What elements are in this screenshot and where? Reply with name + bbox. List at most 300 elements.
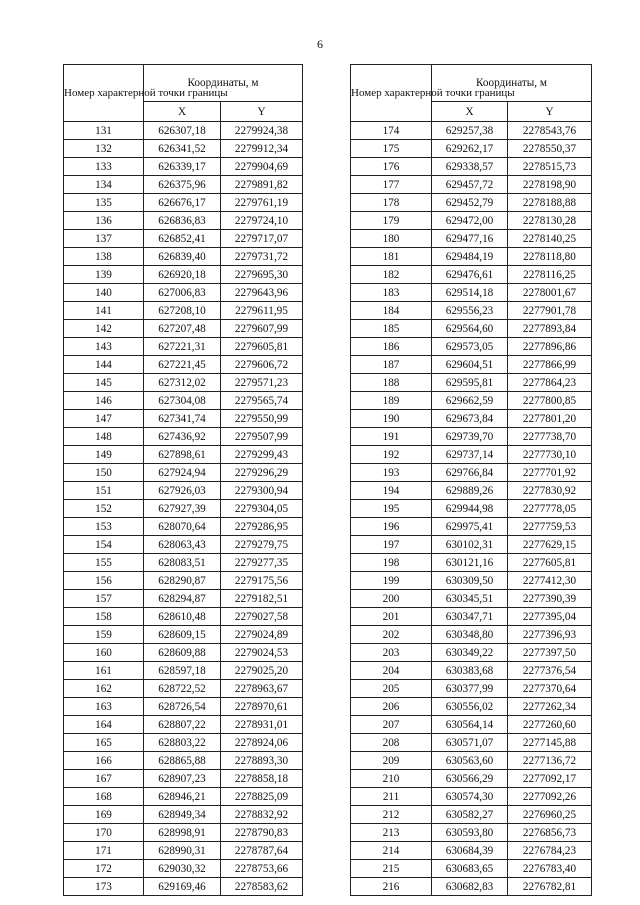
x-coordinate-cell: 628722,52	[144, 680, 221, 698]
x-coordinate-cell: 629452,79	[432, 194, 508, 212]
point-number-cell: 146	[64, 392, 144, 410]
point-number-cell: 132	[64, 140, 144, 158]
y-coordinate-cell: 2278790,83	[221, 824, 303, 842]
point-number-cell: 193	[351, 464, 432, 482]
y-coordinate-cell: 2279299,43	[221, 446, 303, 464]
x-coordinate-cell: 629262,17	[432, 140, 508, 158]
point-number-cell: 171	[64, 842, 144, 860]
point-number-cell: 165	[64, 734, 144, 752]
x-coordinate-cell: 629257,38	[432, 122, 508, 140]
point-number-cell: 156	[64, 572, 144, 590]
table-row	[351, 212, 592, 230]
table-row	[64, 572, 303, 590]
y-coordinate-cell: 2277092,26	[508, 788, 592, 806]
table-row	[64, 716, 303, 734]
y-coordinate-cell: 2279605,81	[221, 338, 303, 356]
table-row	[351, 194, 592, 212]
table-row	[351, 806, 592, 824]
point-number-cell: 207	[351, 716, 432, 734]
point-number-cell: 145	[64, 374, 144, 392]
y-coordinate-cell: 2277901,78	[508, 302, 592, 320]
x-coordinate-cell: 630582,27	[432, 806, 508, 824]
y-coordinate-cell: 2278753,66	[221, 860, 303, 878]
x-coordinate-cell: 629604,51	[432, 356, 508, 374]
table-row	[351, 248, 592, 266]
table-row	[64, 500, 303, 518]
point-number-cell: 173	[64, 878, 144, 896]
table-row	[64, 788, 303, 806]
table-row	[64, 158, 303, 176]
point-number-cell: 158	[64, 608, 144, 626]
table-row	[351, 320, 592, 338]
y-coordinate-cell: 2279891,82	[221, 176, 303, 194]
table-row	[64, 212, 303, 230]
y-coordinate-cell: 2276782,81	[508, 878, 592, 896]
y-coordinate-cell: 2279296,29	[221, 464, 303, 482]
x-coordinate-cell: 627221,45	[144, 356, 221, 374]
table-row	[64, 320, 303, 338]
table-row	[351, 410, 592, 428]
coordinates-table-left	[63, 64, 303, 896]
table-row	[351, 266, 592, 284]
x-coordinate-cell: 630683,65	[432, 860, 508, 878]
point-number-cell: 181	[351, 248, 432, 266]
x-coordinate-cell: 626676,17	[144, 194, 221, 212]
point-number-cell: 186	[351, 338, 432, 356]
x-coordinate-cell: 628083,51	[144, 554, 221, 572]
table-row	[351, 878, 592, 896]
y-coordinate-cell: 2279761,19	[221, 194, 303, 212]
point-number-cell: 141	[64, 302, 144, 320]
x-coordinate-cell: 626852,41	[144, 230, 221, 248]
point-number-cell: 203	[351, 644, 432, 662]
y-coordinate-cell: 2277370,64	[508, 680, 592, 698]
table-row	[64, 644, 303, 662]
x-coordinate-cell: 627926,03	[144, 482, 221, 500]
table-row	[64, 842, 303, 860]
y-coordinate-cell: 2278515,73	[508, 158, 592, 176]
point-number-cell: 144	[64, 356, 144, 374]
table-row	[64, 374, 303, 392]
table-row	[64, 518, 303, 536]
point-number-cell: 201	[351, 608, 432, 626]
table-row	[351, 500, 592, 518]
table-row	[351, 284, 592, 302]
x-coordinate-cell: 626839,40	[144, 248, 221, 266]
table-row	[64, 428, 303, 446]
x-coordinate-cell: 627006,83	[144, 284, 221, 302]
point-number-cell: 177	[351, 176, 432, 194]
table-row	[64, 356, 303, 374]
point-number-cell: 202	[351, 626, 432, 644]
y-coordinate-cell: 2279279,75	[221, 536, 303, 554]
point-number-cell: 167	[64, 770, 144, 788]
x-coordinate-cell: 629169,46	[144, 878, 221, 896]
point-number-cell: 143	[64, 338, 144, 356]
x-coordinate-cell: 630682,83	[432, 878, 508, 896]
table-row	[351, 140, 592, 158]
point-number-cell: 131	[64, 122, 144, 140]
x-coordinate-cell: 626339,17	[144, 158, 221, 176]
point-number-cell: 151	[64, 482, 144, 500]
point-number-cell: 134	[64, 176, 144, 194]
point-number-cell: 209	[351, 752, 432, 770]
y-coordinate-cell: 2278931,01	[221, 716, 303, 734]
y-coordinate-cell: 2279304,05	[221, 500, 303, 518]
point-number-cell: 166	[64, 752, 144, 770]
point-number-cell: 150	[64, 464, 144, 482]
table-row	[351, 464, 592, 482]
x-coordinate-cell: 630383,68	[432, 662, 508, 680]
table-row	[64, 194, 303, 212]
point-number-cell: 155	[64, 554, 144, 572]
point-number-cell: 163	[64, 698, 144, 716]
y-coordinate-cell: 2276784,23	[508, 842, 592, 860]
point-number-cell: 139	[64, 266, 144, 284]
point-number-cell: 192	[351, 446, 432, 464]
x-coordinate-cell: 630377,99	[432, 680, 508, 698]
y-coordinate-cell: 2278198,90	[508, 176, 592, 194]
table-row	[351, 716, 592, 734]
point-number-cell: 164	[64, 716, 144, 734]
y-coordinate-cell: 2276783,40	[508, 860, 592, 878]
point-number-cell: 189	[351, 392, 432, 410]
table-row	[64, 860, 303, 878]
y-coordinate-cell: 2277397,50	[508, 644, 592, 662]
table-row	[64, 392, 303, 410]
x-coordinate-cell: 629457,72	[432, 176, 508, 194]
x-coordinate-cell: 628907,23	[144, 770, 221, 788]
header-x: X	[144, 102, 221, 122]
x-coordinate-cell: 629472,00	[432, 212, 508, 230]
point-number-cell: 157	[64, 590, 144, 608]
x-coordinate-cell: 628070,64	[144, 518, 221, 536]
x-coordinate-cell: 626341,52	[144, 140, 221, 158]
table-row	[64, 878, 303, 896]
table-row	[351, 662, 592, 680]
x-coordinate-cell: 628990,31	[144, 842, 221, 860]
header-point-number: Номер характерной точки границы	[64, 65, 144, 122]
point-number-cell: 194	[351, 482, 432, 500]
table-row	[351, 860, 592, 878]
table-row	[64, 230, 303, 248]
y-coordinate-cell: 2278001,67	[508, 284, 592, 302]
y-coordinate-cell: 2277136,72	[508, 752, 592, 770]
x-coordinate-cell: 629739,70	[432, 428, 508, 446]
table-row	[351, 338, 592, 356]
table-row	[351, 392, 592, 410]
point-number-cell: 197	[351, 536, 432, 554]
x-coordinate-cell: 628290,87	[144, 572, 221, 590]
point-number-cell: 168	[64, 788, 144, 806]
x-coordinate-cell: 628865,88	[144, 752, 221, 770]
x-coordinate-cell: 629975,41	[432, 518, 508, 536]
table-row	[64, 590, 303, 608]
x-coordinate-cell: 628597,18	[144, 662, 221, 680]
point-number-cell: 147	[64, 410, 144, 428]
point-number-cell: 142	[64, 320, 144, 338]
y-coordinate-cell: 2277145,88	[508, 734, 592, 752]
y-coordinate-cell: 2279182,51	[221, 590, 303, 608]
y-coordinate-cell: 2279606,72	[221, 356, 303, 374]
table-row	[351, 842, 592, 860]
x-coordinate-cell: 628294,87	[144, 590, 221, 608]
header-point-number: Номер характерной точки границы	[351, 65, 432, 122]
y-coordinate-cell: 2279024,89	[221, 626, 303, 644]
y-coordinate-cell: 2278893,30	[221, 752, 303, 770]
y-coordinate-cell: 2277412,30	[508, 572, 592, 590]
x-coordinate-cell: 628726,54	[144, 698, 221, 716]
x-coordinate-cell: 628609,88	[144, 644, 221, 662]
table-row	[64, 302, 303, 320]
y-coordinate-cell: 2277395,04	[508, 608, 592, 626]
y-coordinate-cell: 2277629,15	[508, 536, 592, 554]
table-row	[64, 770, 303, 788]
y-coordinate-cell: 2277801,20	[508, 410, 592, 428]
point-number-cell: 138	[64, 248, 144, 266]
x-coordinate-cell: 629477,16	[432, 230, 508, 248]
x-coordinate-cell: 629944,98	[432, 500, 508, 518]
y-coordinate-cell: 2279717,07	[221, 230, 303, 248]
point-number-cell: 172	[64, 860, 144, 878]
point-number-cell: 176	[351, 158, 432, 176]
y-coordinate-cell: 2279507,99	[221, 428, 303, 446]
point-number-cell: 153	[64, 518, 144, 536]
table-row	[351, 176, 592, 194]
point-number-cell: 152	[64, 500, 144, 518]
x-coordinate-cell: 630348,80	[432, 626, 508, 644]
x-coordinate-cell: 627927,39	[144, 500, 221, 518]
y-coordinate-cell: 2278970,61	[221, 698, 303, 716]
x-coordinate-cell: 627341,74	[144, 410, 221, 428]
y-coordinate-cell: 2277396,93	[508, 626, 592, 644]
page-number: 6	[317, 37, 323, 51]
point-number-cell: 188	[351, 374, 432, 392]
table-row	[64, 176, 303, 194]
y-coordinate-cell: 2277864,23	[508, 374, 592, 392]
table-row	[64, 122, 303, 140]
table-row	[351, 302, 592, 320]
table-row	[64, 338, 303, 356]
x-coordinate-cell: 629737,14	[432, 446, 508, 464]
table-body-right	[351, 122, 592, 896]
table-row	[64, 698, 303, 716]
x-coordinate-cell: 627898,61	[144, 446, 221, 464]
table-row	[351, 788, 592, 806]
table-row	[64, 266, 303, 284]
table-row	[64, 410, 303, 428]
y-coordinate-cell: 2278550,37	[508, 140, 592, 158]
table-row	[351, 734, 592, 752]
table-row	[351, 122, 592, 140]
point-number-cell: 180	[351, 230, 432, 248]
y-coordinate-cell: 2278832,92	[221, 806, 303, 824]
y-coordinate-cell: 2277701,92	[508, 464, 592, 482]
point-number-cell: 206	[351, 698, 432, 716]
table-row	[351, 158, 592, 176]
y-coordinate-cell: 2279924,38	[221, 122, 303, 140]
y-coordinate-cell: 2279565,74	[221, 392, 303, 410]
y-coordinate-cell: 2277893,84	[508, 320, 592, 338]
point-number-cell: 175	[351, 140, 432, 158]
point-number-cell: 196	[351, 518, 432, 536]
y-coordinate-cell: 2277260,60	[508, 716, 592, 734]
x-coordinate-cell: 630349,22	[432, 644, 508, 662]
point-number-cell: 191	[351, 428, 432, 446]
x-coordinate-cell: 629338,57	[432, 158, 508, 176]
x-coordinate-cell: 630566,29	[432, 770, 508, 788]
table-row	[64, 608, 303, 626]
table-row	[351, 482, 592, 500]
table-row	[351, 356, 592, 374]
point-number-cell: 213	[351, 824, 432, 842]
x-coordinate-cell: 629662,59	[432, 392, 508, 410]
y-coordinate-cell: 2279607,99	[221, 320, 303, 338]
point-number-cell: 135	[64, 194, 144, 212]
y-coordinate-cell: 2279904,69	[221, 158, 303, 176]
x-coordinate-cell: 630684,39	[432, 842, 508, 860]
y-coordinate-cell: 2278963,67	[221, 680, 303, 698]
table-row	[351, 752, 592, 770]
y-coordinate-cell: 2277390,39	[508, 590, 592, 608]
x-coordinate-cell: 629595,81	[432, 374, 508, 392]
x-coordinate-cell: 626836,83	[144, 212, 221, 230]
x-coordinate-cell: 630593,80	[432, 824, 508, 842]
x-coordinate-cell: 629564,60	[432, 320, 508, 338]
point-number-cell: 174	[351, 122, 432, 140]
y-coordinate-cell: 2279695,30	[221, 266, 303, 284]
table-row	[64, 752, 303, 770]
table-row	[64, 680, 303, 698]
y-coordinate-cell: 2279286,95	[221, 518, 303, 536]
coordinates-table-right	[350, 64, 592, 896]
y-coordinate-cell: 2278858,18	[221, 770, 303, 788]
y-coordinate-cell: 2279731,72	[221, 248, 303, 266]
x-coordinate-cell: 629484,19	[432, 248, 508, 266]
table-row	[64, 536, 303, 554]
point-number-cell: 211	[351, 788, 432, 806]
point-number-cell: 199	[351, 572, 432, 590]
x-coordinate-cell: 627312,02	[144, 374, 221, 392]
point-number-cell: 184	[351, 302, 432, 320]
y-coordinate-cell: 2277866,99	[508, 356, 592, 374]
y-coordinate-cell: 2277605,81	[508, 554, 592, 572]
x-coordinate-cell: 628946,21	[144, 788, 221, 806]
table-row	[64, 482, 303, 500]
y-coordinate-cell: 2279024,53	[221, 644, 303, 662]
x-coordinate-cell: 627436,92	[144, 428, 221, 446]
point-number-cell: 162	[64, 680, 144, 698]
table-row	[351, 536, 592, 554]
y-coordinate-cell: 2279611,95	[221, 302, 303, 320]
table-row	[64, 284, 303, 302]
x-coordinate-cell: 627924,94	[144, 464, 221, 482]
x-coordinate-cell: 629766,84	[432, 464, 508, 482]
x-coordinate-cell: 628803,22	[144, 734, 221, 752]
x-coordinate-cell: 627304,08	[144, 392, 221, 410]
y-coordinate-cell: 2277800,85	[508, 392, 592, 410]
table-row	[351, 626, 592, 644]
y-coordinate-cell: 2277738,70	[508, 428, 592, 446]
y-coordinate-cell: 2278118,80	[508, 248, 592, 266]
point-number-cell: 215	[351, 860, 432, 878]
point-number-cell: 190	[351, 410, 432, 428]
table-row	[351, 554, 592, 572]
table-row	[64, 446, 303, 464]
x-coordinate-cell: 628998,91	[144, 824, 221, 842]
y-coordinate-cell: 2278583,62	[221, 878, 303, 896]
point-number-cell: 140	[64, 284, 144, 302]
x-coordinate-cell: 628063,43	[144, 536, 221, 554]
y-coordinate-cell: 2277262,34	[508, 698, 592, 716]
x-coordinate-cell: 629673,84	[432, 410, 508, 428]
y-coordinate-cell: 2279025,20	[221, 662, 303, 680]
table-row	[351, 680, 592, 698]
y-coordinate-cell: 2277376,54	[508, 662, 592, 680]
y-coordinate-cell: 2279175,56	[221, 572, 303, 590]
header-x: X	[432, 102, 508, 122]
table-row	[64, 554, 303, 572]
x-coordinate-cell: 629573,05	[432, 338, 508, 356]
y-coordinate-cell: 2277778,05	[508, 500, 592, 518]
point-number-cell: 212	[351, 806, 432, 824]
table-row	[64, 824, 303, 842]
x-coordinate-cell: 627221,31	[144, 338, 221, 356]
point-number-cell: 159	[64, 626, 144, 644]
table-row	[64, 248, 303, 266]
table-row	[64, 662, 303, 680]
table-row	[64, 626, 303, 644]
x-coordinate-cell: 629476,61	[432, 266, 508, 284]
x-coordinate-cell: 630345,51	[432, 590, 508, 608]
point-number-cell: 187	[351, 356, 432, 374]
table-row	[351, 644, 592, 662]
y-coordinate-cell: 2279912,34	[221, 140, 303, 158]
table-row	[351, 770, 592, 788]
header-y: Y	[221, 102, 303, 122]
x-coordinate-cell: 628949,34	[144, 806, 221, 824]
y-coordinate-cell: 2278924,06	[221, 734, 303, 752]
x-coordinate-cell: 628610,48	[144, 608, 221, 626]
y-coordinate-cell: 2277830,92	[508, 482, 592, 500]
x-coordinate-cell: 627207,48	[144, 320, 221, 338]
table-row	[64, 734, 303, 752]
x-coordinate-cell: 626307,18	[144, 122, 221, 140]
table-row	[351, 608, 592, 626]
x-coordinate-cell: 630121,16	[432, 554, 508, 572]
point-number-cell: 216	[351, 878, 432, 896]
y-coordinate-cell: 2277759,53	[508, 518, 592, 536]
y-coordinate-cell: 2279027,58	[221, 608, 303, 626]
x-coordinate-cell: 630347,71	[432, 608, 508, 626]
x-coordinate-cell: 626920,18	[144, 266, 221, 284]
y-coordinate-cell: 2276856,73	[508, 824, 592, 842]
x-coordinate-cell: 627208,10	[144, 302, 221, 320]
point-number-cell: 198	[351, 554, 432, 572]
table-row	[351, 518, 592, 536]
y-coordinate-cell: 2279550,99	[221, 410, 303, 428]
y-coordinate-cell: 2279277,35	[221, 554, 303, 572]
point-number-cell: 204	[351, 662, 432, 680]
point-number-cell: 149	[64, 446, 144, 464]
table-row	[64, 806, 303, 824]
point-number-cell: 169	[64, 806, 144, 824]
y-coordinate-cell: 2277092,17	[508, 770, 592, 788]
x-coordinate-cell: 626375,96	[144, 176, 221, 194]
point-number-cell: 148	[64, 428, 144, 446]
y-coordinate-cell: 2279571,23	[221, 374, 303, 392]
header-coordinates: Координаты, м	[144, 65, 303, 102]
